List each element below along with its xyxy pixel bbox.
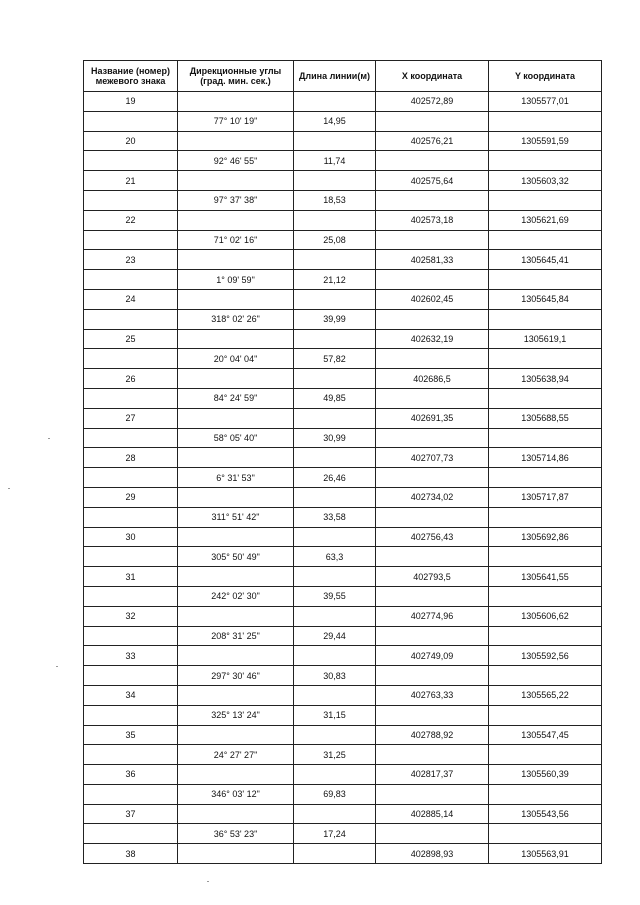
cell-length: 63,3	[294, 547, 376, 567]
cell-y	[489, 666, 602, 686]
cell-y: 1305645,84	[489, 289, 602, 309]
cell-length	[294, 289, 376, 309]
cell-name	[84, 349, 178, 369]
cell-y: 1305638,94	[489, 369, 602, 389]
cell-angle	[178, 250, 294, 270]
cell-length	[294, 329, 376, 349]
cell-y: 1305692,86	[489, 527, 602, 547]
cell-angle: 6° 31' 53"	[178, 468, 294, 488]
header-angles: Дирекционные углы (град. мин. сек.)	[178, 61, 294, 92]
cell-y: 1305621,69	[489, 210, 602, 230]
table-row	[84, 606, 602, 626]
table-row	[84, 388, 602, 408]
cell-y	[489, 349, 602, 369]
table-row	[84, 527, 602, 547]
cell-y: 1305603,32	[489, 171, 602, 191]
cell-x: 402756,43	[376, 527, 489, 547]
table-row	[84, 725, 602, 745]
table-row	[84, 92, 602, 112]
table-row	[84, 349, 602, 369]
cell-y: 1305641,55	[489, 567, 602, 587]
cell-name	[84, 705, 178, 725]
cell-x: 402576,21	[376, 131, 489, 151]
table-row	[84, 111, 602, 131]
header-length: Длина линии(м)	[294, 61, 376, 92]
scan-speck	[48, 438, 50, 439]
cell-name	[84, 507, 178, 527]
cell-length	[294, 131, 376, 151]
cell-name	[84, 666, 178, 686]
cell-length	[294, 250, 376, 270]
cell-x: 402885,14	[376, 804, 489, 824]
cell-x	[376, 428, 489, 448]
cell-y: 1305577,01	[489, 92, 602, 112]
cell-length	[294, 567, 376, 587]
cell-angle	[178, 369, 294, 389]
cell-name	[84, 388, 178, 408]
cell-name	[84, 270, 178, 290]
cell-name	[84, 824, 178, 844]
cell-y	[489, 111, 602, 131]
cell-x	[376, 586, 489, 606]
cell-x: 402572,89	[376, 92, 489, 112]
table-row	[84, 507, 602, 527]
cell-angle	[178, 92, 294, 112]
cell-length: 31,15	[294, 705, 376, 725]
cell-angle: 311° 51' 42"	[178, 507, 294, 527]
cell-angle	[178, 567, 294, 587]
cell-angle: 346° 03' 12"	[178, 784, 294, 804]
cell-y	[489, 586, 602, 606]
table-row	[84, 190, 602, 210]
cell-name: 32	[84, 606, 178, 626]
cell-angle	[178, 804, 294, 824]
cell-x	[376, 507, 489, 527]
cell-name: 36	[84, 765, 178, 785]
cell-x: 402734,02	[376, 487, 489, 507]
cell-name	[84, 626, 178, 646]
cell-x	[376, 388, 489, 408]
table-row	[84, 210, 602, 230]
cell-length: 57,82	[294, 349, 376, 369]
cell-angle: 92° 46' 55"	[178, 151, 294, 171]
cell-name	[84, 190, 178, 210]
cell-length: 30,99	[294, 428, 376, 448]
cell-x: 402581,33	[376, 250, 489, 270]
cell-angle: 97° 37' 38"	[178, 190, 294, 210]
cell-angle	[178, 171, 294, 191]
cell-angle	[178, 685, 294, 705]
cell-y: 1305563,91	[489, 844, 602, 864]
table-row	[84, 765, 602, 785]
cell-angle	[178, 408, 294, 428]
cell-length: 25,08	[294, 230, 376, 250]
cell-x	[376, 230, 489, 250]
cell-length	[294, 685, 376, 705]
header-x: X координата	[376, 61, 489, 92]
table-row	[84, 626, 602, 646]
cell-angle: 297° 30' 46"	[178, 666, 294, 686]
cell-angle	[178, 527, 294, 547]
cell-y: 1305717,87	[489, 487, 602, 507]
cell-x	[376, 309, 489, 329]
table-row	[84, 369, 602, 389]
cell-angle	[178, 210, 294, 230]
table-row	[84, 705, 602, 725]
cell-angle: 305° 50' 49"	[178, 547, 294, 567]
boundary-coordinates-sheet	[83, 60, 601, 864]
cell-name: 24	[84, 289, 178, 309]
cell-x: 402686,5	[376, 369, 489, 389]
table-row	[84, 230, 602, 250]
cell-length: 31,25	[294, 745, 376, 765]
cell-y	[489, 230, 602, 250]
cell-y: 1305714,86	[489, 448, 602, 468]
cell-length: 21,12	[294, 270, 376, 290]
cell-y: 1305547,45	[489, 725, 602, 745]
cell-x	[376, 151, 489, 171]
cell-name	[84, 784, 178, 804]
cell-length: 14,95	[294, 111, 376, 131]
cell-name: 19	[84, 92, 178, 112]
cell-x: 402774,96	[376, 606, 489, 626]
cell-length	[294, 606, 376, 626]
cell-angle	[178, 487, 294, 507]
cell-y	[489, 151, 602, 171]
table-row	[84, 586, 602, 606]
cell-y	[489, 745, 602, 765]
cell-name: 31	[84, 567, 178, 587]
cell-x: 402602,45	[376, 289, 489, 309]
cell-x	[376, 626, 489, 646]
cell-name: 33	[84, 646, 178, 666]
cell-name: 26	[84, 369, 178, 389]
table-row	[84, 250, 602, 270]
header-name: Название (номер) межевого знака	[84, 61, 178, 92]
cell-x: 402632,19	[376, 329, 489, 349]
cell-y	[489, 784, 602, 804]
coordinates-table	[83, 60, 602, 864]
cell-x: 402575,64	[376, 171, 489, 191]
cell-name	[84, 428, 178, 448]
table-row	[84, 448, 602, 468]
scan-speck	[56, 666, 58, 667]
cell-angle	[178, 131, 294, 151]
cell-length	[294, 92, 376, 112]
cell-name: 38	[84, 844, 178, 864]
cell-y: 1305688,55	[489, 408, 602, 428]
table-body	[84, 92, 602, 864]
table-row	[84, 131, 602, 151]
cell-y: 1305619,1	[489, 329, 602, 349]
cell-y	[489, 428, 602, 448]
cell-angle: 208° 31' 25"	[178, 626, 294, 646]
cell-x: 402898,93	[376, 844, 489, 864]
cell-name: 34	[84, 685, 178, 705]
cell-name	[84, 586, 178, 606]
cell-length: 49,85	[294, 388, 376, 408]
cell-length	[294, 646, 376, 666]
cell-angle	[178, 725, 294, 745]
cell-x	[376, 666, 489, 686]
cell-x	[376, 745, 489, 765]
cell-x	[376, 547, 489, 567]
cell-x	[376, 784, 489, 804]
cell-angle: 242° 02' 30"	[178, 586, 294, 606]
cell-length	[294, 725, 376, 745]
cell-x	[376, 349, 489, 369]
cell-y	[489, 190, 602, 210]
cell-y: 1305543,56	[489, 804, 602, 824]
cell-length	[294, 369, 376, 389]
table-row	[84, 666, 602, 686]
cell-length: 29,44	[294, 626, 376, 646]
cell-y: 1305645,41	[489, 250, 602, 270]
cell-length	[294, 210, 376, 230]
cell-angle: 24° 27' 27"	[178, 745, 294, 765]
cell-length: 39,99	[294, 309, 376, 329]
table-row	[84, 329, 602, 349]
cell-name	[84, 745, 178, 765]
cell-angle	[178, 765, 294, 785]
cell-name: 37	[84, 804, 178, 824]
cell-name	[84, 468, 178, 488]
cell-y	[489, 388, 602, 408]
cell-length	[294, 765, 376, 785]
cell-x	[376, 190, 489, 210]
cell-length	[294, 408, 376, 428]
table-row	[84, 468, 602, 488]
cell-y	[489, 547, 602, 567]
cell-x: 402763,33	[376, 685, 489, 705]
cell-name: 21	[84, 171, 178, 191]
cell-angle: 84° 24' 59"	[178, 388, 294, 408]
table-header	[84, 61, 602, 92]
cell-angle: 20° 04' 04"	[178, 349, 294, 369]
cell-length: 26,46	[294, 468, 376, 488]
cell-x: 402793,5	[376, 567, 489, 587]
cell-y	[489, 626, 602, 646]
cell-angle: 325° 13' 24"	[178, 705, 294, 725]
cell-name: 28	[84, 448, 178, 468]
table-row	[84, 784, 602, 804]
table-row	[84, 567, 602, 587]
cell-length: 39,55	[294, 586, 376, 606]
cell-y: 1305606,62	[489, 606, 602, 626]
cell-name: 35	[84, 725, 178, 745]
cell-length: 69,83	[294, 784, 376, 804]
cell-y	[489, 705, 602, 725]
scan-speck	[207, 881, 209, 882]
cell-length	[294, 804, 376, 824]
cell-x: 402788,92	[376, 725, 489, 745]
cell-angle	[178, 448, 294, 468]
table-row	[84, 309, 602, 329]
cell-angle	[178, 289, 294, 309]
cell-x	[376, 111, 489, 131]
table-row	[84, 824, 602, 844]
cell-angle	[178, 606, 294, 626]
cell-length: 30,83	[294, 666, 376, 686]
cell-length	[294, 448, 376, 468]
cell-angle	[178, 329, 294, 349]
cell-length: 18,53	[294, 190, 376, 210]
cell-length: 11,74	[294, 151, 376, 171]
cell-length	[294, 527, 376, 547]
scan-speck	[8, 488, 10, 489]
table-row	[84, 804, 602, 824]
table-row	[84, 270, 602, 290]
table-row	[84, 487, 602, 507]
cell-name	[84, 230, 178, 250]
cell-name	[84, 547, 178, 567]
header-y: Y координата	[489, 61, 602, 92]
cell-angle: 318° 02' 26"	[178, 309, 294, 329]
cell-x: 402707,73	[376, 448, 489, 468]
cell-y	[489, 270, 602, 290]
cell-length	[294, 171, 376, 191]
cell-x: 402691,35	[376, 408, 489, 428]
cell-name	[84, 151, 178, 171]
cell-y	[489, 468, 602, 488]
cell-angle: 1° 09' 59"	[178, 270, 294, 290]
cell-angle: 77° 10' 19"	[178, 111, 294, 131]
table-row	[84, 685, 602, 705]
cell-y: 1305565,22	[489, 685, 602, 705]
cell-name: 30	[84, 527, 178, 547]
table-row	[84, 408, 602, 428]
cell-name	[84, 309, 178, 329]
cell-y	[489, 507, 602, 527]
cell-name: 20	[84, 131, 178, 151]
cell-x: 402817,37	[376, 765, 489, 785]
cell-x	[376, 705, 489, 725]
cell-name: 25	[84, 329, 178, 349]
cell-angle: 58° 05' 40"	[178, 428, 294, 448]
table-row	[84, 428, 602, 448]
table-row	[84, 745, 602, 765]
cell-y: 1305560,39	[489, 765, 602, 785]
cell-angle: 36° 53' 23"	[178, 824, 294, 844]
cell-length: 33,58	[294, 507, 376, 527]
cell-name	[84, 111, 178, 131]
cell-angle: 71° 02' 16"	[178, 230, 294, 250]
table-row	[84, 171, 602, 191]
cell-length	[294, 487, 376, 507]
cell-name: 22	[84, 210, 178, 230]
table-row	[84, 289, 602, 309]
cell-name: 29	[84, 487, 178, 507]
cell-angle	[178, 646, 294, 666]
cell-y	[489, 309, 602, 329]
table-row	[84, 844, 602, 864]
cell-name: 27	[84, 408, 178, 428]
cell-name: 23	[84, 250, 178, 270]
table-row	[84, 151, 602, 171]
cell-x	[376, 468, 489, 488]
cell-x	[376, 270, 489, 290]
cell-x: 402573,18	[376, 210, 489, 230]
cell-x: 402749,09	[376, 646, 489, 666]
cell-length: 17,24	[294, 824, 376, 844]
table-row	[84, 646, 602, 666]
cell-y	[489, 824, 602, 844]
table-row	[84, 547, 602, 567]
cell-length	[294, 844, 376, 864]
cell-y: 1305591,59	[489, 131, 602, 151]
cell-x	[376, 824, 489, 844]
cell-angle	[178, 844, 294, 864]
cell-y: 1305592,56	[489, 646, 602, 666]
